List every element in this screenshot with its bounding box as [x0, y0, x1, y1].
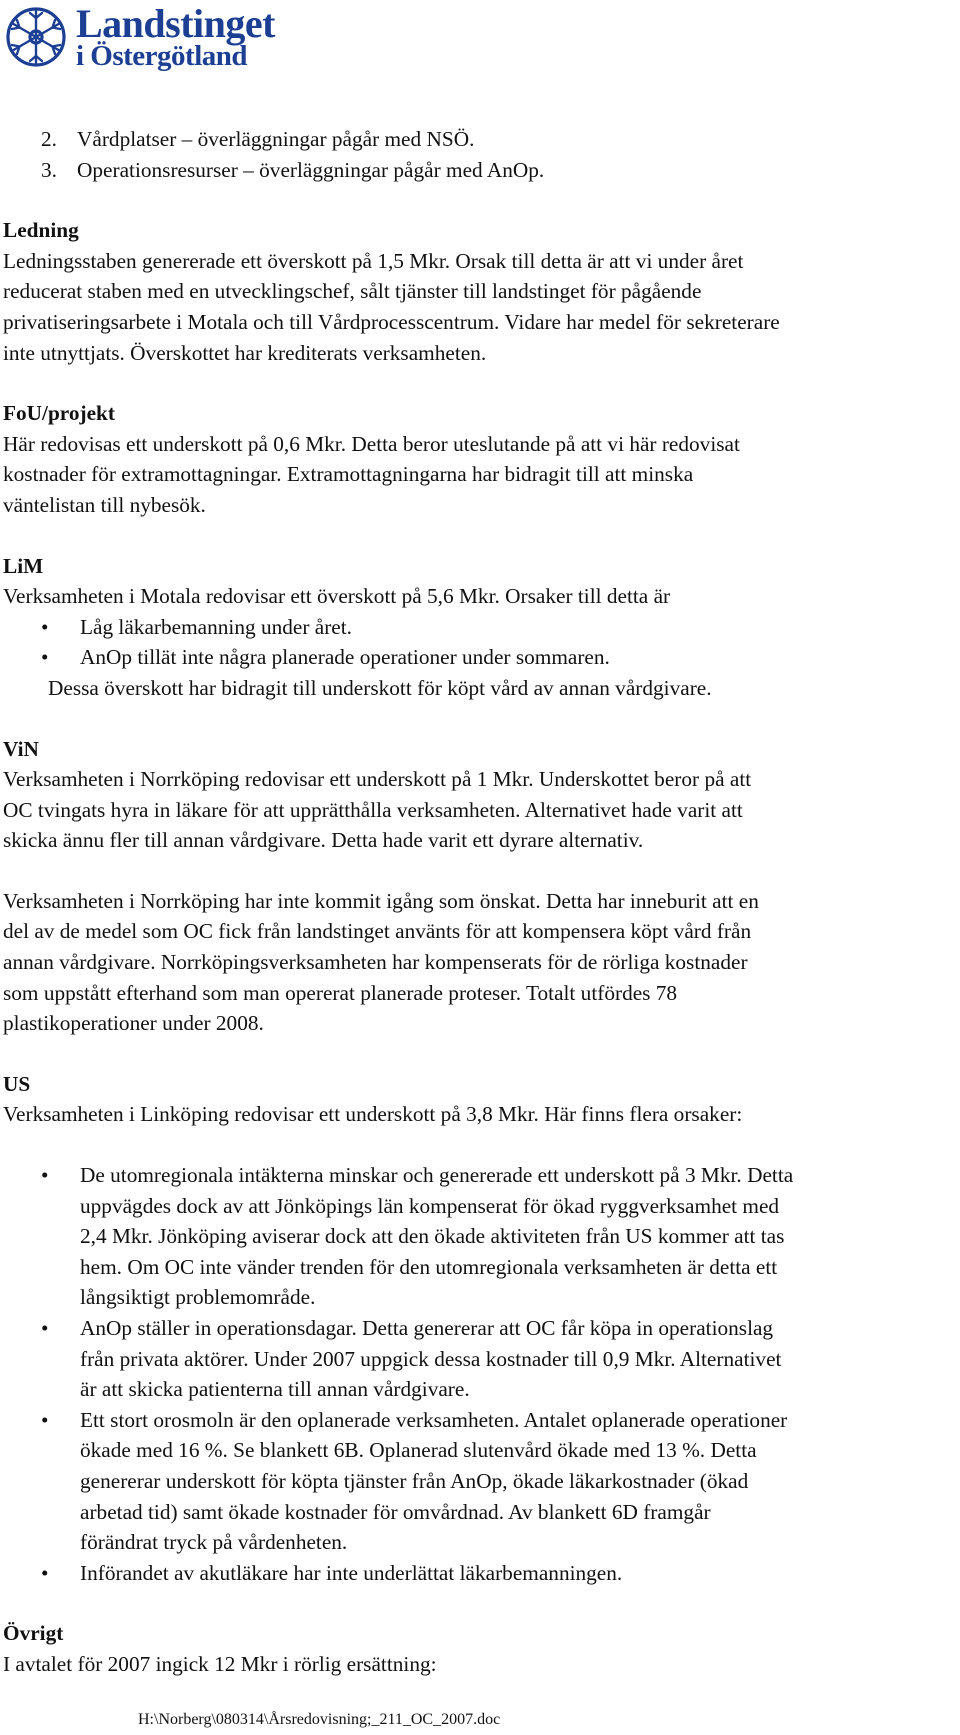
- section-heading-ovrigt: Övrigt: [3, 1621, 64, 1646]
- list-item: [3, 155, 958, 186]
- text-line: Verksamheten i Norrköping redovisar ett underskott på 1 Mkr. Underskottet beror på att: [3, 767, 752, 792]
- document-body: [3, 124, 958, 1680]
- text-line: inte utnyttjats. Överskottet har krediterats verksamheten.: [3, 340, 487, 365]
- text-line: 2,4 Mkr. Jönköping aviserar dock att den ökade aktiviteten från US kommer att tas: [80, 1224, 785, 1249]
- bullet-item: [3, 642, 958, 673]
- text-line: väntelistan till nybesök.: [3, 492, 206, 517]
- landstinget-logo: [4, 0, 304, 80]
- text-line: plastikoperationer under 2008.: [3, 1011, 264, 1036]
- list-text: Operationsresurser – överläggningar pågår med AnOp.: [77, 157, 545, 182]
- text-line: I avtalet för 2007 ingick 12 Mkr i rörlig ersättning:: [3, 1651, 437, 1676]
- text-line: Verksamheten i Motala redovisar ett överskott på 5,6 Mkr. Orsaker till detta är: [3, 584, 671, 609]
- text-line: annan vårdgivare. Norrköpingsverksamheten har kompenserats för de rörliga kostnader: [3, 950, 748, 975]
- text-line: som uppstått efterhand som man opererat planerade proteser. Totalt utfördes 78: [3, 980, 678, 1005]
- bullet-icon: •: [41, 614, 49, 639]
- bullet-text: [80, 1160, 958, 1313]
- bullet-text: [80, 1405, 958, 1558]
- bullet-icon: •: [41, 1560, 49, 1585]
- section-heading-us: US: [3, 1071, 31, 1096]
- logo-title: Landstinget: [76, 1, 275, 46]
- text-line: Här redovisas ett underskott på 0,6 Mkr. Detta beror uteslutande på att vi här redovisat: [3, 431, 740, 456]
- bullet-icon: •: [41, 645, 49, 670]
- text-line: förändrat tryck på vårdenheten.: [80, 1530, 348, 1555]
- text-line: från privata aktörer. Under 2007 uppgick dessa kostnader till 0,9 Mkr. Alternativet: [80, 1346, 782, 1371]
- text-line: Verksamheten i Norrköping har inte kommit igång som önskat. Detta har inneburit att en: [3, 888, 759, 913]
- list-number: 2.: [41, 127, 57, 151]
- bullet-text: AnOp tillät inte några planerade operationer under sommaren.: [80, 645, 610, 670]
- text-line: Verksamheten i Linköping redovisar ett underskott på 3,8 Mkr. Här finns flera orsaker:: [3, 1102, 743, 1127]
- text-line: De utomregionala intäkterna minskar och genererade ett underskott på 3 Mkr. Detta: [80, 1163, 794, 1188]
- text-line: privatiseringsarbete i Motala och till Vårdprocesscentrum. Vidare har medel för sekreterare: [3, 309, 780, 334]
- bullet-icon: •: [41, 1163, 49, 1188]
- bullet-icon: •: [41, 1316, 49, 1340]
- text-line: AnOp ställer in operationsdagar. Detta genererar att OC får köpa in operationslag: [80, 1316, 774, 1340]
- text-line: genererar underskott för köpta tjänster från AnOp, ökade läkarkostnader (ökad: [80, 1468, 749, 1493]
- text-line: Dessa överskott har bidragit till underskott för köpt vård av annan vårdgivare.: [48, 675, 712, 700]
- section-heading-fou: FoU/projekt: [3, 401, 115, 426]
- section-heading-ledning: Ledning: [3, 218, 79, 243]
- text-line: del av de medel som OC fick från landstinget använts för att kompensera köpt vård från: [3, 919, 752, 944]
- text-line: Ett stort orosmoln är den oplanerade verksamheten. Antalet oplanerade operationer: [80, 1407, 788, 1432]
- bullet-item: [3, 1313, 958, 1405]
- list-item: [3, 124, 958, 155]
- text-line: arbetad tid) samt ökade kostnader för omvårdnad. Av blankett 6D framgår: [80, 1499, 711, 1524]
- snowflake-emblem-icon: [4, 4, 68, 70]
- bullet-item: [3, 1558, 958, 1589]
- logo-subtitle: i Östergötland: [76, 40, 248, 72]
- text-line: ökade med 16 %. Se blankett 6B. Oplanerad slutenvård ökade med 13 %. Detta: [80, 1438, 757, 1463]
- text-line: långsiktigt problemområde.: [80, 1285, 316, 1310]
- bullet-text: [80, 1313, 958, 1405]
- numbered-list: [3, 124, 958, 185]
- document-footer-path: H:\Norberg\080314\Årsredovisning;_211_OC_2007.doc: [138, 1711, 501, 1728]
- vin-paragraph-1: [3, 764, 958, 856]
- bullet-item: [3, 1160, 958, 1313]
- bullet-item: [3, 612, 958, 643]
- text-line: OC tvingats hyra in läkare för att upprätthålla verksamheten. Alternativet hade varit att: [3, 797, 743, 822]
- text-line: hem. Om OC inte vänder trenden för den utomregionala verksamheten är detta ett: [80, 1254, 778, 1279]
- text-line: reducerat staben med en utvecklingschef, sålt tjänster till landstinget för pågående: [3, 279, 702, 304]
- bullet-icon: •: [41, 1407, 49, 1432]
- section-heading-lim: LiM: [3, 553, 44, 578]
- bullet-item: [3, 1405, 958, 1558]
- text-line: uppvägdes dock av att Jönköpings län kompenserat för ökad ryggverksamhet med: [80, 1193, 780, 1218]
- text-line: Införandet av akutläkare har inte underlättat läkarbemanningen.: [80, 1560, 623, 1585]
- ledning-paragraph: [3, 246, 958, 368]
- text-line: kostnader för extramottagningar. Extramottagningarna har bidragit till att minska: [3, 462, 694, 487]
- bullet-text: [80, 1558, 958, 1589]
- text-line: är att skicka patienterna till annan vårdgivare.: [80, 1377, 470, 1402]
- fou-paragraph: [3, 429, 958, 521]
- list-number: 3.: [41, 157, 57, 182]
- vin-paragraph-2: [3, 886, 958, 1039]
- text-line: skicka ännu fler till annan vårdgivare. Detta hade varit ett dyrare alternativ.: [3, 828, 644, 853]
- section-heading-vin: ViN: [3, 736, 39, 761]
- list-text: Vårdplatser – överläggningar pågår med NSÖ.: [77, 127, 475, 151]
- text-line: Ledningsstaben genererade ett överskott på 1,5 Mkr. Orsak till detta är att vi under året: [3, 248, 744, 273]
- bullet-text: Låg läkarbemanning under året.: [80, 614, 353, 639]
